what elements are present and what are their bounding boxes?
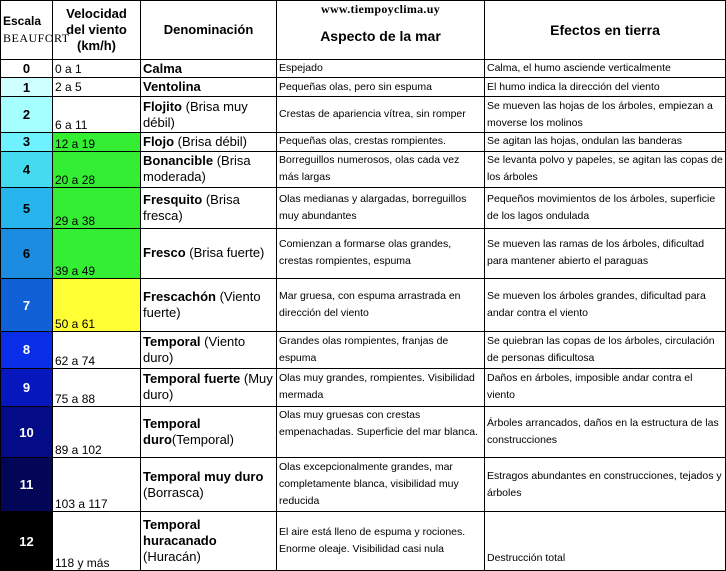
sea-aspect: Crestas de apariencia vítrea, sin romper [277,97,485,133]
sea-aspect: Olas excepcionalmente grandes, mar completamente blanca, visibilidad muy reducida [277,458,485,512]
beaufort-number: 3 [1,133,53,152]
denomination-name: Fresquito [143,192,203,207]
land-effect: Se mueven los árboles grandes, dificultad para andar contra el viento [485,278,726,332]
denomination-cell [141,229,277,279]
denomination-name: Temporal muy duro [143,468,264,484]
denomination-alt: (Brisa muy débil) [143,98,248,130]
header-row [1,1,726,60]
denomination-alt: (Huracán) [143,549,201,565]
wind-speed: 89 a 102 [53,406,141,458]
denomination-name: Frescachón [143,289,216,305]
denomination-name: Flojo [143,133,175,149]
wind-speed: 39 a 49 [53,229,141,279]
beaufort-number: 9 [1,368,53,406]
table-row [1,59,726,78]
header-scale-label: Escala [3,13,42,28]
header-speed-line1: Velocidad [66,5,127,21]
beaufort-number: 11 [1,458,53,512]
land-effect: Calma, el humo asciende verticalmente [485,59,726,78]
denomination-cell [141,368,277,406]
denomination-alt: (Brisa débil) [174,133,248,149]
wind-speed: 0 a 1 [53,59,141,78]
denomination-cell [141,97,277,133]
table-row [1,151,726,187]
denomination-cell [141,406,277,458]
beaufort-number: 6 [1,229,53,279]
denomination-cell [141,133,277,152]
sea-aspect: Pequeñas olas, crestas rompientes. [277,133,485,152]
denomination-name: Bonancible [143,153,214,169]
land-effect: Se levanta polvo y papeles, se agitan las copas de los árboles [485,151,726,187]
land-effect: Estragos abundantes en construcciones, tejados y árboles [485,458,726,512]
table-row [1,368,726,406]
header-speed-line3: (km/h) [77,37,116,53]
header-scale-sub: BEAUFORT [3,30,70,45]
denomination-name: Temporal fuerte [143,371,241,387]
land-effect: Daños en árboles, imposible andar contra el viento [485,368,726,406]
sea-aspect: Olas medianas y alargadas, borreguillos muy abundantes [277,187,485,228]
denomination-alt: (Temporal) [171,432,235,448]
denomination-cell [141,151,277,187]
denomination-name: Temporal [143,333,201,349]
land-effect: El humo indica la dirección del viento [485,78,726,97]
land-effect: Pequeños movimientos de los árboles, superficie de los lagos ondulada [485,187,726,228]
denomination-cell [141,78,277,97]
header-sea [277,1,485,60]
denomination-name: Flojito [143,98,182,114]
sea-aspect: Espejado [277,59,485,78]
table-row [1,332,726,368]
table-row [1,97,726,133]
land-effect: Destrucción total [485,512,726,571]
land-effect: Árboles arrancados, daños en la estructura de las construcciones [485,406,726,458]
table-row [1,133,726,152]
denomination-alt: (Brisa fresca) [143,192,240,223]
header-sea-label: Aspecto de la mar [320,27,441,44]
beaufort-number: 5 [1,187,53,228]
denomination-alt: (Muy duro) [143,371,273,403]
denomination-alt: (Brisa fuerte) [185,245,265,261]
sea-aspect: Borreguillos numerosos, olas cada vez más largas [277,151,485,187]
denomination-name: Calma [143,60,183,76]
denomination-cell [141,332,277,368]
land-effect: Se mueven las hojas de los árboles, empiezan a moverse los molinos [485,97,726,133]
wind-speed: 75 a 88 [53,368,141,406]
denomination-name: Fresco [143,245,186,261]
header-speed [53,1,141,60]
table-row [1,278,726,332]
land-effect: Se agitan las hojas, ondulan las banderas [485,133,726,152]
denomination-name: Temporal huracanado [143,517,217,549]
denomination-alt: (Viento fuerte) [143,289,261,321]
sea-aspect: Grandes olas rompientes, franjas de espuma [277,332,485,368]
wind-speed: 118 y más [53,512,141,571]
table-row [1,458,726,512]
wind-speed: 2 a 5 [53,78,141,97]
sea-aspect: Mar gruesa, con espuma arrastrada en dirección del viento [277,278,485,332]
beaufort-number: 0 [1,59,53,78]
table-body [1,59,726,570]
wind-speed: 12 a 19 [53,133,141,152]
header-land: Efectos en tierra [485,1,726,60]
beaufort-number: 7 [1,278,53,332]
wind-speed: 103 a 117 [53,458,141,512]
wind-speed: 29 a 38 [53,187,141,228]
beaufort-number: 10 [1,406,53,458]
table-row [1,78,726,97]
header-denomination: Denominación [141,1,277,60]
table-row [1,406,726,458]
sea-aspect: Olas muy gruesas con crestas empenachadas. Superficie del mar blanca. [277,406,485,458]
denomination-cell [141,59,277,78]
header-speed-line2: del viento [66,21,127,37]
sea-aspect: Olas muy grandes, rompientes. Visibilidad mermada [277,368,485,406]
denomination-alt: (Viento duro) [143,333,246,365]
wind-speed: 6 a 11 [53,97,141,133]
denomination-name: Ventolina [143,79,201,95]
denomination-cell [141,458,277,512]
wind-speed: 50 a 61 [53,278,141,332]
denomination-cell [141,278,277,332]
beaufort-number: 8 [1,332,53,368]
land-effect: Se quiebran las copas de los árboles, circulación de personas dificultosa [485,332,726,368]
denomination-name: Temporal duro [143,416,201,448]
sea-aspect: Comienzan a formarse olas grandes, crestas rompientes, espuma [277,229,485,279]
beaufort-number: 4 [1,151,53,187]
table-row [1,229,726,279]
table-row [1,187,726,228]
beaufort-number: 2 [1,97,53,133]
website-label: www.tiempoyclima.uy [320,2,441,16]
header-scale [1,1,70,60]
denomination-alt: (Borrasca) [143,484,204,500]
sea-aspect: Pequeñas olas, pero sin espuma [277,78,485,97]
land-effect: Se mueven las ramas de los árboles, dificultad para mantener abierto el paraguas [485,229,726,279]
sea-aspect: El aire está lleno de espuma y rociones. Enorme oleaje. Visibilidad casi nula [277,512,485,571]
denomination-cell [141,187,277,228]
denomination-cell [141,512,277,571]
beaufort-number: 1 [1,78,53,97]
wind-speed: 20 a 28 [53,151,141,187]
wind-speed: 62 a 74 [53,332,141,368]
beaufort-number: 12 [1,512,53,571]
table-row [1,512,726,571]
denomination-alt: (Brisa moderada) [143,153,251,185]
